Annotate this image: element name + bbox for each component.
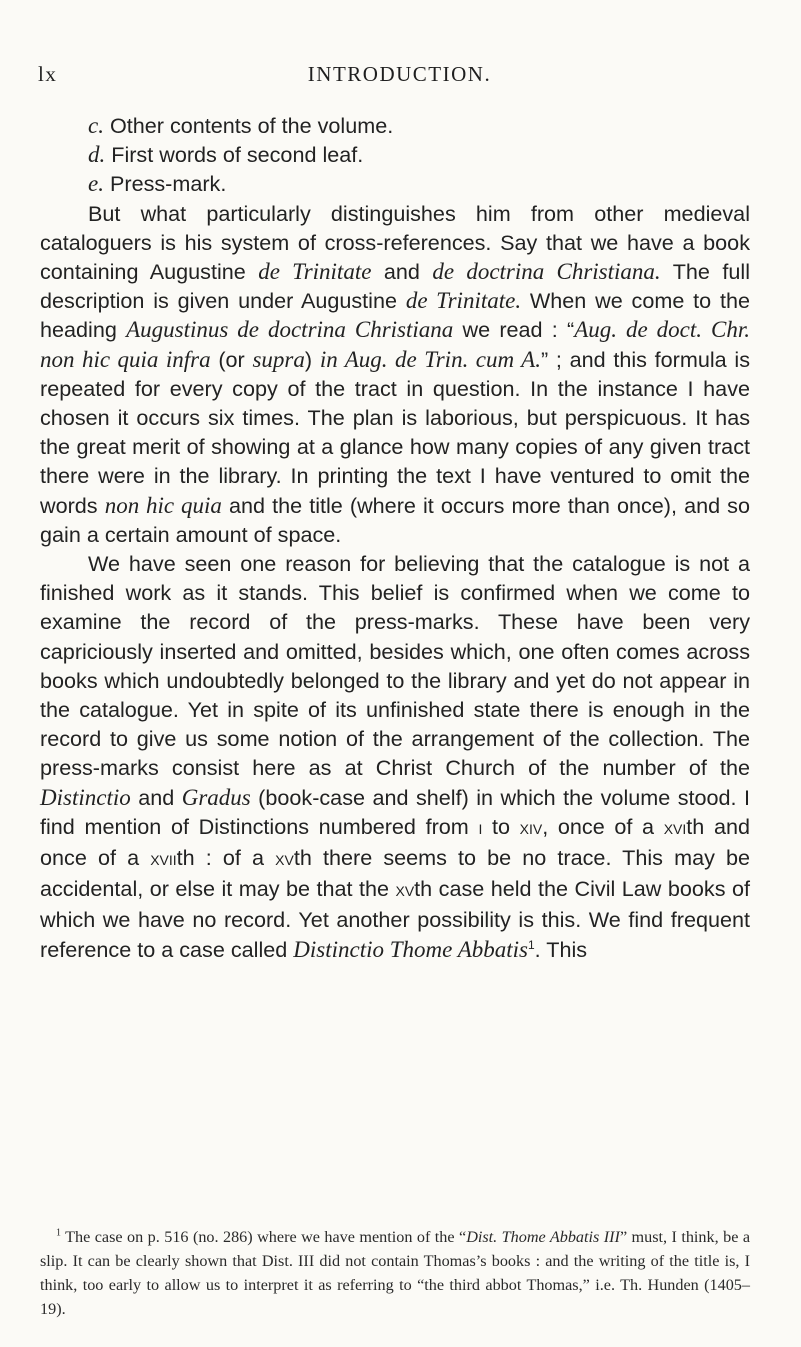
paragraph-cross-references: But what particularly distinguishes him from other medieval cataloguers is his system of cross-references. Say that we have a book containing Augustine de Trinitate and de doctrina Christiana. The full description is given under Augustine de Trinitate. When we come to the heading Augustinus de doctrina Christiana we read : “Aug. de doct. Chr. non hic quia infra (or supra) in Aug. de Trin. cum A.” ; and this formula is repeated for every copy of the tract in question. In the instance I have chosen it occurs six times. The plan is laborious, but perspicuous. It has the great merit of showing at a glance how many copies of any given tract there were in the library. In printing the text I have ventured to omit the words non hic quia and the title (where it occurs more than once), and so gain a certain amount of space. xyxy=(40,200,751,547)
page-header xyxy=(38,62,761,92)
main-text xyxy=(40,111,750,964)
list-label: c. xyxy=(88,113,104,138)
running-title: INTRODUCTION. xyxy=(307,62,492,86)
footnote-marker: 1 xyxy=(56,1227,61,1239)
list-label: e. xyxy=(88,171,104,197)
list-item xyxy=(40,140,750,169)
list-text: Other contents of the volume. xyxy=(109,113,394,138)
footnote: $^1$ The case on p. 516 (no. 286) where we have mention of the “Dist. Thome Abbatis III” must, I think, be a slip. It can be clearly shown that Dist. III did not contain Thomas’s books : and the writing of the title is, I think, too early to allow us to interpret it as referring to “the third abbot Thomas,” i.e. Th. Hunden (1405–19). xyxy=(40,1227,750,1318)
list-label: d. xyxy=(88,142,106,168)
list-text: First words of second leaf. xyxy=(111,142,364,168)
list-text: Press-mark. xyxy=(109,171,227,197)
page-number: lx xyxy=(38,62,58,86)
list-item xyxy=(40,111,750,140)
paragraph-press-marks: We have seen one reason for believing that the catalogue is not a finished work as it stands. This belief is confirmed when we come to examine the record of the press-marks. These have been very capriciously inserted and omitted, besides which, one often comes across books which undoubtedly belonged to the library and yet do not appear in the catalogue. Yet in spite of its unfinished state there is enough in the record to give us some notion of the arrangement of the collection. The press-marks consist here as at Christ Church of the number of the Distinctio and Gradus (book-case and shelf) in which the volume stood. I find mention of Distinctions numbered from i to xiv, once of a xvith and once of a xviith : of a xvth there seems to be no trace. This may be accidental, or else it may be that the xvth case held the Civil Law books of which we have no record. Yet another possibility is this. We find frequent reference to a case called Distinctio Thome Abbatis$^1$. This xyxy=(40,551,751,962)
footnote-reference[interactable]: 1 xyxy=(527,937,535,952)
list-item xyxy=(40,169,750,198)
